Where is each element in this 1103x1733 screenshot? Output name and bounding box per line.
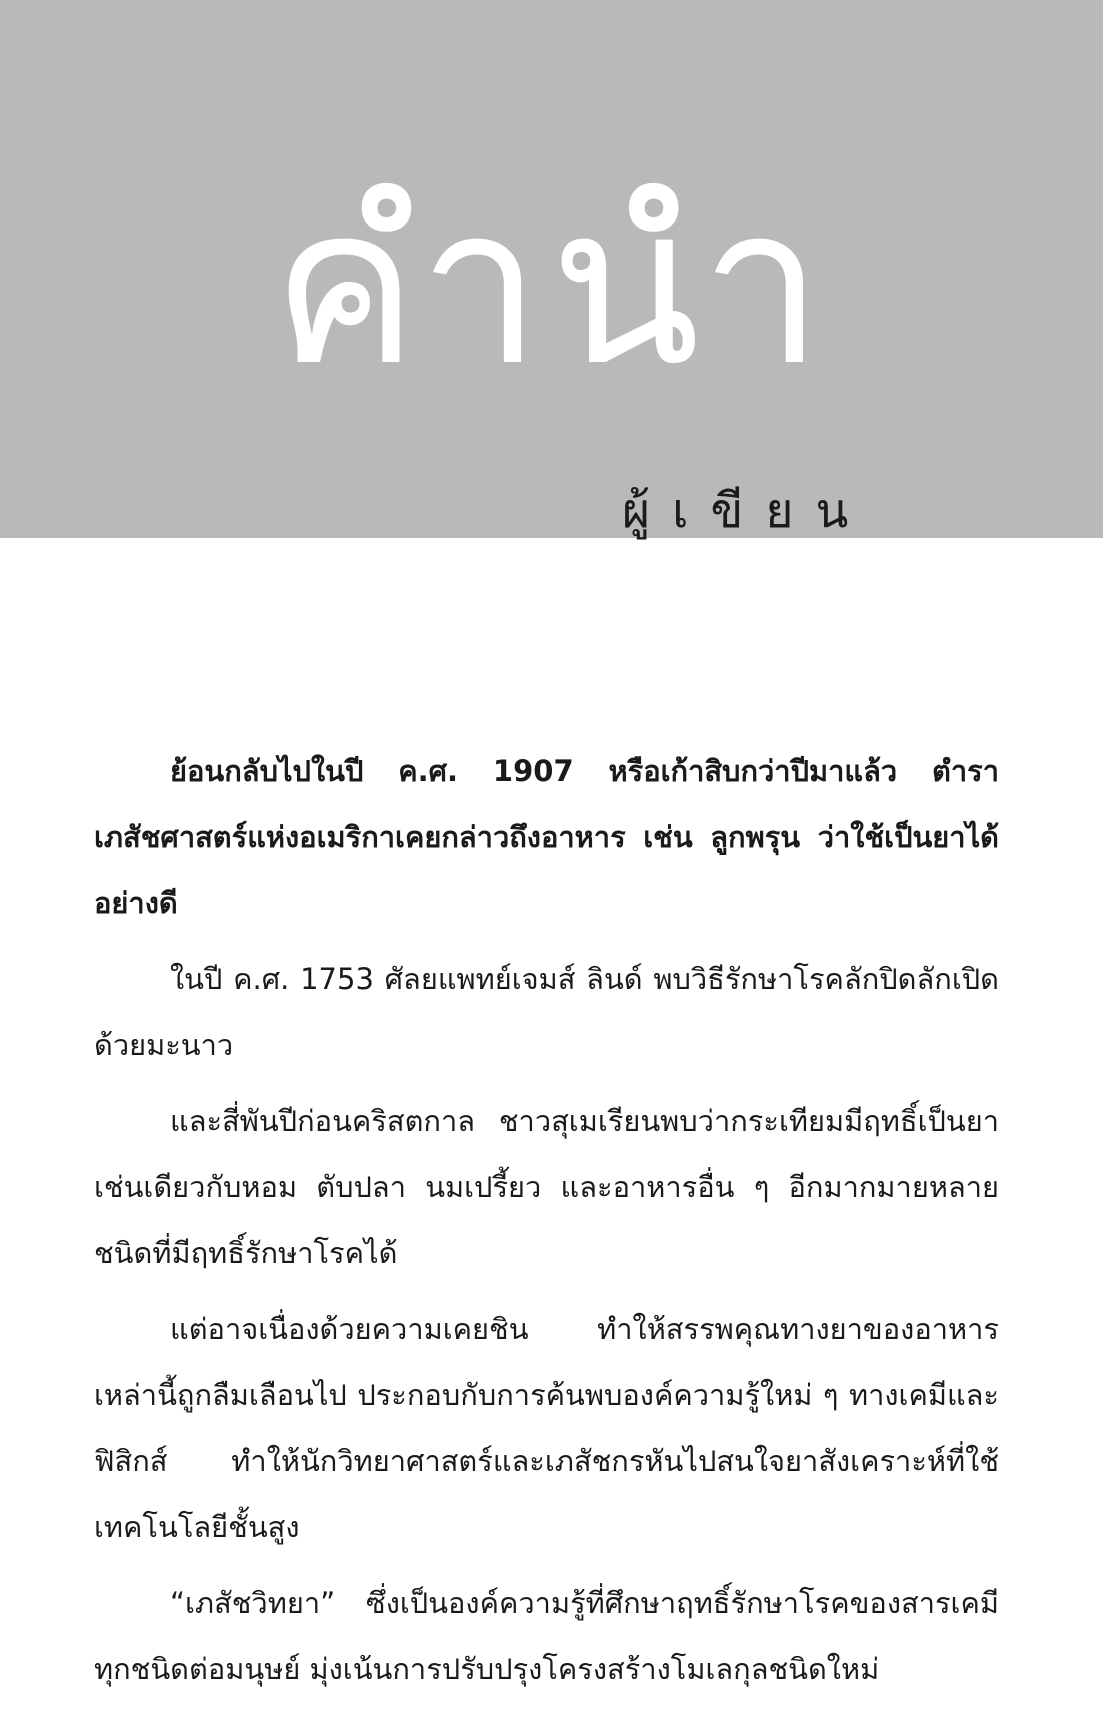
chapter-title: คำนำ bbox=[271, 158, 832, 414]
paragraph: แต่อาจเนื่องด้วยความเคยชิน ทำให้สรรพคุณทางยาของอาหารเหล่านี้ถูกลืมเลือนไป ประกอบกับการค้นพบองค์ความรู้ใหม่ ๆ ทางเคมีและฟิสิกส์ ทำให้นักวิทยาศาสตร์และเภสัชกรหันไปสนใจยาสังเคราะห์ที่ใช้เทคโนโลยีชั้นสูง bbox=[94, 1312, 999, 1544]
paragraph-lead: ย้อนกลับไปในปี ค.ศ. 1907 หรือเก้าสิบกว่าปีมาแล้ว ตำราเภสัชศาสตร์แห่งอเมริกาเคยกล่าวถึงอาหาร เช่น ลูกพรุน ว่าใช้เป็นยาได้อย่างดี bbox=[94, 754, 999, 920]
paragraph: “เภสัชวิทยา” ซึ่งเป็นองค์ความรู้ที่ศึกษาฤทธิ์รักษาโรคของสารเคมีทุกชนิดต่อมนุษย์ มุ่งเน้นการปรับปรุงโครงสร้างโมเลกุลชนิดใหม่ bbox=[94, 1586, 999, 1686]
paragraph: ในปี ค.ศ. 1753 ศัลยแพทย์เจมส์ ลินด์ พบวิธีรักษาโรคลักปิดลักเปิดด้วยมะนาว bbox=[94, 962, 999, 1062]
author-label: ผู้เขียน bbox=[622, 483, 871, 539]
paragraph: และสี่พันปีก่อนคริสตกาล ชาวสุเมเรียนพบว่ากระเทียมมีฤทธิ์เป็นยา เช่นเดียวกับหอม ตับปลา นมเปรี้ยว และอาหารอื่น ๆ อีกมากมายหลายชนิดที่มีฤทธิ์รักษาโรคได้ bbox=[94, 1104, 999, 1270]
chapter-header-band bbox=[0, 0, 1103, 538]
body-text bbox=[94, 738, 999, 1712]
